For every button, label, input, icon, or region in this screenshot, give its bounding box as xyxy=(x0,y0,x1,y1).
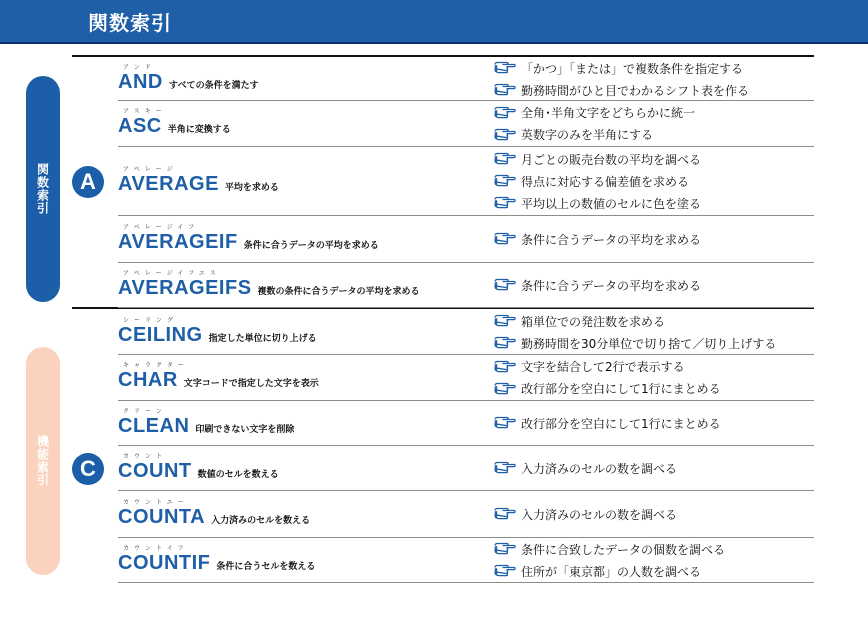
function-row xyxy=(118,446,814,491)
function-row xyxy=(118,355,814,401)
function-name: COUNTIF xyxy=(118,552,211,574)
tab-feature-index-label: 機能索引 xyxy=(35,435,50,487)
usage-item[interactable] xyxy=(494,81,749,99)
function-name: COUNTA xyxy=(118,506,206,528)
usage-item[interactable] xyxy=(494,505,677,523)
usage-list xyxy=(494,101,695,146)
usage-text: 箱単位での発注数を求める xyxy=(521,314,666,329)
pointing-hand-icon xyxy=(494,382,516,396)
function-reading: カウントエー xyxy=(123,499,189,506)
section-letter-a: A xyxy=(72,166,104,198)
pointing-hand-icon xyxy=(494,106,516,120)
usage-text: 入力済みのセルの数を調べる xyxy=(521,507,678,522)
function-description: 複数の条件に合うデータの平均を求める xyxy=(257,287,420,297)
function-reading: アスキー xyxy=(123,108,167,115)
usage-text: 改行部分を空白にして1行にまとめる xyxy=(521,416,721,431)
function-reading: クリーン xyxy=(123,408,167,415)
function-entry[interactable] xyxy=(118,270,420,299)
page-title: 関数索引 xyxy=(88,11,172,35)
pointing-hand-icon xyxy=(494,461,516,475)
function-entry[interactable] xyxy=(118,317,317,346)
usage-list xyxy=(494,310,776,354)
function-entry[interactable] xyxy=(118,166,279,195)
usage-text: 平均以上の数値のセルに色を塗る xyxy=(521,196,702,211)
usage-text: 改行部分を空白にして1行にまとめる xyxy=(521,382,721,396)
usage-item[interactable] xyxy=(494,276,701,294)
usage-item[interactable] xyxy=(494,380,721,398)
usage-text: 英数字のみを半角にする xyxy=(521,128,654,142)
pointing-hand-icon xyxy=(494,542,516,556)
tab-feature-index[interactable] xyxy=(26,347,60,575)
usage-text: 条件に合うデータの平均を求める xyxy=(521,278,702,293)
function-name: CEILING xyxy=(118,324,203,346)
function-description: 指定した単位に切り上げる xyxy=(208,334,317,344)
function-name: CLEAN xyxy=(118,415,190,437)
usage-item[interactable] xyxy=(494,59,749,77)
usage-list xyxy=(494,355,721,400)
usage-item[interactable] xyxy=(494,358,721,376)
pointing-hand-icon xyxy=(494,416,516,430)
function-description: 条件に合うセルを数える xyxy=(216,562,316,572)
function-reading: カウント xyxy=(123,453,168,460)
pointing-hand-icon xyxy=(494,336,516,350)
pointing-hand-icon xyxy=(494,360,516,374)
usage-text: 得点に対応する偏差値を求める xyxy=(521,174,690,189)
function-reading: アンド xyxy=(123,64,156,71)
usage-text: 入力済みのセルの数を調べる xyxy=(521,461,678,476)
usage-item[interactable] xyxy=(494,194,701,212)
section-a-top-rule xyxy=(72,55,814,57)
pointing-hand-icon xyxy=(494,507,516,521)
function-row xyxy=(118,58,814,101)
page-header xyxy=(0,0,868,42)
function-row xyxy=(118,401,814,446)
header-rule xyxy=(0,42,868,44)
function-entry[interactable] xyxy=(118,64,259,93)
usage-item[interactable] xyxy=(494,104,695,122)
usage-text: 「かつ」「または」で複数条件を指定する xyxy=(521,61,744,76)
pointing-hand-icon xyxy=(494,152,516,166)
function-reading: アベレージ xyxy=(123,166,178,173)
pointing-hand-icon xyxy=(494,232,516,246)
function-description: 半角に変換する xyxy=(167,125,231,135)
function-entry[interactable] xyxy=(118,453,279,482)
usage-text: 条件に合うデータの平均を求める xyxy=(521,232,702,247)
pointing-hand-icon xyxy=(494,278,516,292)
usage-item[interactable] xyxy=(494,126,695,144)
usage-list xyxy=(494,446,677,490)
usage-item[interactable] xyxy=(494,562,725,580)
function-row xyxy=(118,538,814,583)
function-row xyxy=(118,263,814,308)
function-description: 文字コードで指定した文字を表示 xyxy=(183,379,319,389)
function-row xyxy=(118,310,814,355)
usage-item[interactable] xyxy=(494,172,701,190)
usage-list xyxy=(494,491,677,537)
function-row xyxy=(118,491,814,538)
usage-item[interactable] xyxy=(494,230,701,248)
usage-item[interactable] xyxy=(494,414,721,432)
usage-item[interactable] xyxy=(494,459,677,477)
function-entry[interactable] xyxy=(118,408,294,437)
function-name: AVERAGE xyxy=(118,173,219,195)
pointing-hand-icon xyxy=(494,83,516,97)
usage-text: 全角･半角文字をどちらかに統一 xyxy=(521,106,696,120)
function-entry[interactable] xyxy=(118,499,310,528)
function-reading: カウントイフ xyxy=(123,545,189,552)
usage-item[interactable] xyxy=(494,312,776,330)
tab-function-index-label: 関数索引 xyxy=(35,163,50,215)
usage-list xyxy=(494,58,749,100)
function-row xyxy=(118,216,814,263)
function-reading: シーリング xyxy=(123,317,178,324)
function-name: COUNT xyxy=(118,460,192,482)
function-reading: キャラクター xyxy=(123,362,189,369)
usage-list xyxy=(494,147,701,215)
usage-item[interactable] xyxy=(494,540,725,558)
pointing-hand-icon xyxy=(494,174,516,188)
function-name: AND xyxy=(118,71,163,93)
usage-text: 勤務時間がひと目でわかるシフト表を作る xyxy=(521,83,750,98)
function-description: 平均を求める xyxy=(224,183,279,193)
function-description: 数値のセルを数える xyxy=(197,470,279,480)
function-entry[interactable] xyxy=(118,108,231,137)
pointing-hand-icon xyxy=(494,564,516,578)
function-description: 入力済みのセルを数える xyxy=(211,516,311,526)
usage-item[interactable] xyxy=(494,150,701,168)
function-name: AVERAGEIF xyxy=(118,231,238,253)
usage-text: 勤務時間を30分単位で切り捨て／切り上げする xyxy=(521,336,777,351)
function-reading: アベレージイフエス xyxy=(123,270,221,277)
usage-text: 条件に合致したデータの個数を調べる xyxy=(521,542,726,557)
tab-function-index[interactable] xyxy=(26,76,60,302)
function-description: すべての条件を満たす xyxy=(168,81,259,91)
function-reading: アベレージイフ xyxy=(123,224,200,231)
function-entry[interactable] xyxy=(118,545,315,574)
function-entry[interactable] xyxy=(118,224,379,253)
function-description: 印刷できない文字を削除 xyxy=(195,425,295,435)
pointing-hand-icon xyxy=(494,196,516,210)
pointing-hand-icon xyxy=(494,128,516,142)
function-description: 条件に合うデータの平均を求める xyxy=(243,241,379,251)
pointing-hand-icon xyxy=(494,61,516,75)
function-entry[interactable] xyxy=(118,362,319,391)
usage-list xyxy=(494,216,701,262)
function-row xyxy=(118,101,814,147)
usage-text: 住所が「東京都」の人数を調べる xyxy=(521,564,702,579)
usage-list xyxy=(494,401,721,445)
pointing-hand-icon xyxy=(494,314,516,328)
section-letter-c: C xyxy=(72,453,104,485)
function-name: ASC xyxy=(118,115,162,137)
usage-list xyxy=(494,263,701,307)
usage-item[interactable] xyxy=(494,334,776,352)
function-row xyxy=(118,147,814,216)
function-name: CHAR xyxy=(118,369,178,391)
function-name: AVERAGEIFS xyxy=(118,277,252,299)
usage-text: 月ごとの販売台数の平均を調べる xyxy=(521,152,702,167)
usage-text: 文字を結合して2行で表示する xyxy=(521,360,685,374)
usage-list xyxy=(494,538,725,582)
